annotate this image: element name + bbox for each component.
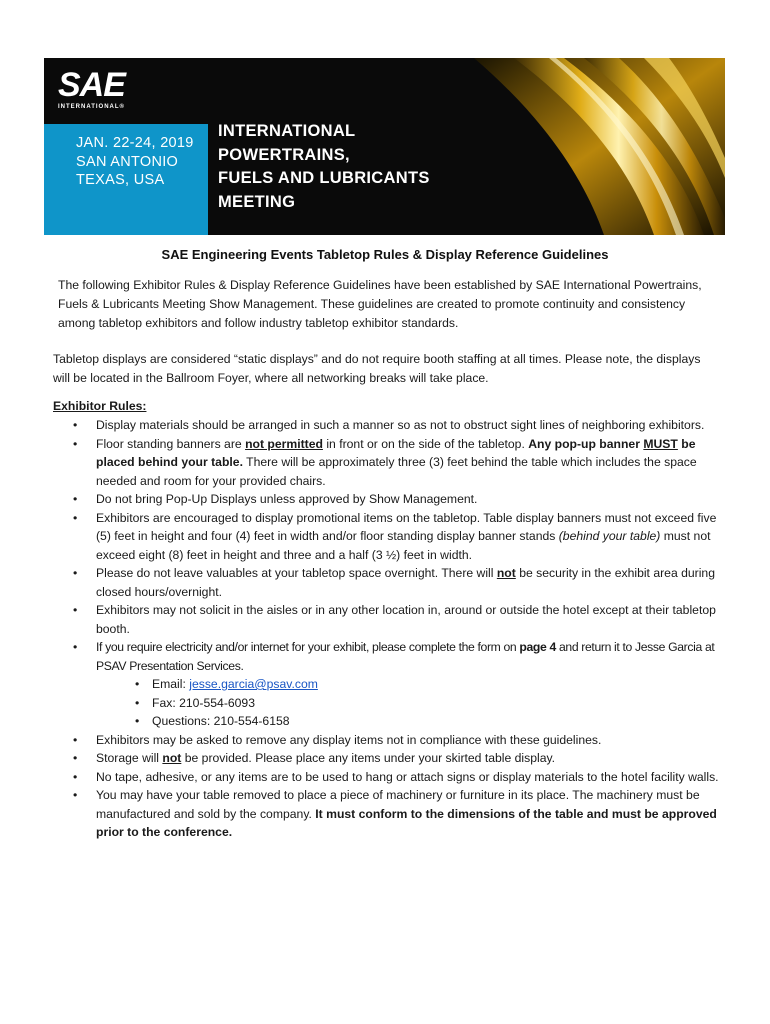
contact-fax: • Fax: 210-554-6093 <box>152 694 726 713</box>
list-item: • Please do not leave valuables at your tabletop space overnight. There will not be security in the exhibit area during closed hours/overnight. <box>73 566 715 599</box>
event-title <box>218 120 430 214</box>
event-banner <box>44 58 725 235</box>
bullet: • <box>135 677 140 691</box>
state-line: TEXAS, USA <box>76 172 165 188</box>
bullet: • <box>73 566 78 580</box>
static-display-paragraph: Tabletop displays are considered “static displays” and do not require booth staffing at all times. Please note, the displays will be located in the Ballroom Foyer, where all networking breaks will take place. <box>53 352 701 385</box>
list-item: • If you require electricity and/or internet for your exhibit, please complete the form on page 4 and return it to Jesse Garcia at PSAV Presentation Services. <box>73 640 715 673</box>
bullet: • <box>73 418 78 432</box>
logo-wordmark: SAE <box>58 66 125 104</box>
sae-logo <box>58 68 125 110</box>
bullet: • <box>73 640 77 654</box>
list-item: • Exhibitors may not solicit in the aisles or in any other location in, around or outside the hotel except at their tabletop booth. <box>73 603 716 636</box>
title-line: FUELS AND LUBRICANTS <box>218 169 430 187</box>
list-item: • Display materials should be arranged in such a manner so as not to obstruct sight lines of neighboring exhibitors. <box>96 416 726 435</box>
contact-questions: • Questions: 210-554-6158 <box>152 712 726 731</box>
bullet: • <box>73 510 78 525</box>
bullet: • <box>135 714 140 728</box>
email-link[interactable]: jesse.garcia@psav.com <box>189 677 318 691</box>
contact-email: • Email: jesse.garcia@psav.com <box>152 675 726 694</box>
rules-list <box>73 416 726 842</box>
date-line: JAN. 22-24, 2019 <box>76 135 194 151</box>
document-title: SAE Engineering Events Tabletop Rules & Display Reference Guidelines <box>161 247 609 262</box>
logo-subtitle: INTERNATIONAL® <box>58 104 125 110</box>
bullet: • <box>73 436 78 451</box>
bullet: • <box>73 732 78 747</box>
list-item: • Exhibitors are encouraged to display promotional items on the tabletop. Table display banners must not exceed five (5) feet in height and four (4) feet in width and/or floor standing display banner stands (behind your table) must not exceed eight (8) feet in height and three and a half (3 ½) feet in width. <box>73 510 717 562</box>
list-item: • Do not bring Pop-Up Displays unless approved by Show Management. <box>96 490 726 509</box>
list-item: • No tape, adhesive, or any items are to be used to hang or attach signs or display materials to the hotel facility walls. <box>96 768 726 787</box>
bullet: • <box>135 695 140 710</box>
bullet: • <box>73 769 78 784</box>
title-line: INTERNATIONAL <box>218 122 356 140</box>
title-line: POWERTRAINS, <box>218 145 350 164</box>
bullet: • <box>73 603 78 617</box>
title-line: MEETING <box>218 192 296 211</box>
intro-paragraph: The following Exhibitor Rules & Display Reference Guidelines have been established by SAE International Powertrains, Fuels & Lubricants Meeting Show Management. These guidelines are created to promote continuity and consistency among tabletop exhibitors and follow industry tabletop exhibitor standards. <box>58 278 702 330</box>
list-item: • Floor standing banners are not permitted in front or on the side of the tabletop. Any pop-up banner MUST be placed behind your table. There will be approximately three (3) feet behind the table which includes the space needed and room for your provided chairs. <box>73 436 697 488</box>
list-item: • Storage will not be provided. Please place any items under your skirted table display. <box>96 749 726 768</box>
bullet: • <box>73 788 78 802</box>
bullet: • <box>73 492 78 506</box>
city-line: SAN ANTONIO <box>76 153 179 170</box>
rules-heading: Exhibitor Rules: <box>53 399 147 413</box>
event-date-location <box>76 134 194 190</box>
list-item: • You may have your table removed to place a piece of machinery or furniture in its place. The machinery must be manufactured and sold by the company. It must conform to the dimensions of the table and must be approved prior to the conference. <box>73 788 717 839</box>
bullet: • <box>73 751 78 765</box>
list-item: • Exhibitors may be asked to remove any display items not in compliance with these guidelines. <box>96 731 726 750</box>
